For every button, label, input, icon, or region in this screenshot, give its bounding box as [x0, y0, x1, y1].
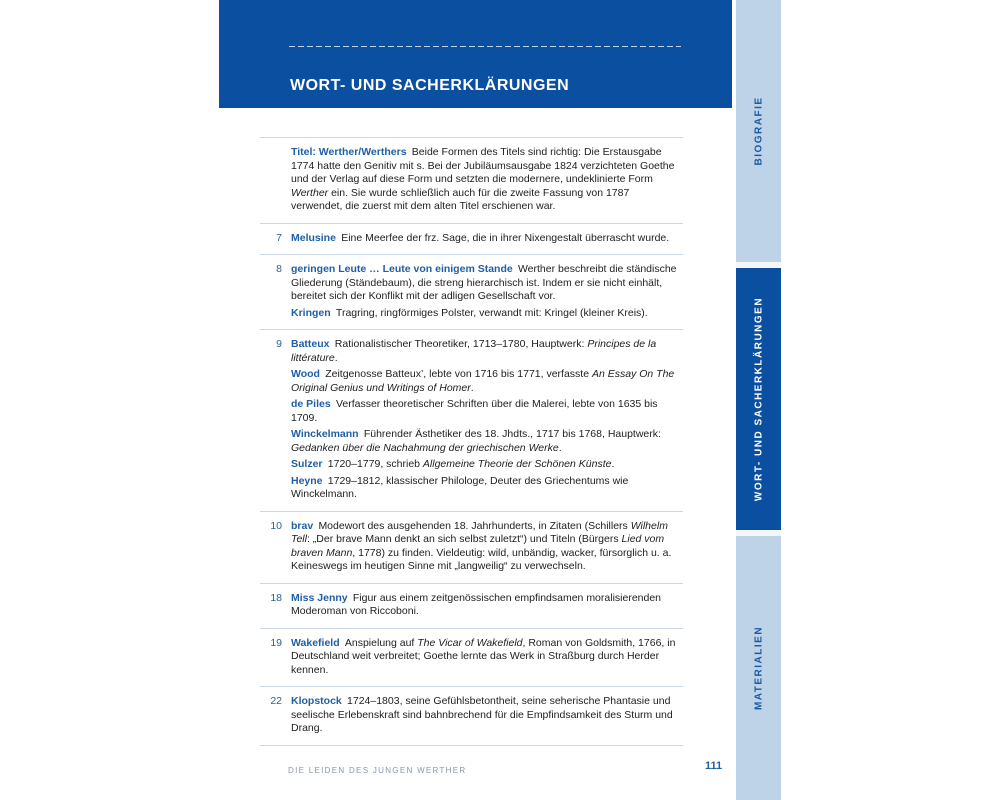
definition	[291, 146, 683, 214]
line-number: 7	[276, 231, 282, 244]
line-number: 10	[270, 519, 282, 532]
definition-italic-text: Gedanken über die Nachahmung der griechischen Werke	[291, 441, 559, 454]
glossary-entry	[260, 137, 683, 223]
header-dashed-rule-top	[289, 46, 681, 47]
definition-text: Figur aus einem zeitgenössischen empfindsamen moralisierenden Moderoman von Riccoboni.	[291, 591, 662, 617]
glossary-entry	[260, 628, 683, 687]
definition-text: Beide Formen des Titels sind richtig: Die Erstausgabe 1774 hatte den Genitiv mit s. Bei der Jubiläumsausgabe 1824 verzichteten Goethe und der Verlag auf diese Form und setzten die modernere, undeklinierte Form	[291, 146, 675, 185]
definition-text: : „Der brave Mann denkt an sich selbst zuletzt“) und Titeln (Bürgers	[306, 533, 622, 545]
glossary-term: brav	[291, 519, 314, 532]
glossary-term: Wakefield	[291, 636, 340, 649]
tab-label: WORT- UND SACHERKLÄRUNGEN	[753, 296, 764, 502]
definition	[291, 263, 683, 304]
definition-text: Führender Ästhetiker des 18. Jhdts., 1717 bis 1768, Hauptwerk:	[363, 428, 661, 440]
section-header	[219, 0, 732, 108]
definition-text: .	[470, 381, 474, 394]
glossary-list	[260, 137, 683, 746]
glossary-term: geringen Leute … Leute von einigem Stande	[291, 263, 513, 275]
definition	[291, 695, 683, 736]
definition-text: 1720–1779, schrieb	[327, 458, 423, 470]
definition	[291, 458, 683, 472]
glossary-term: Kringen	[291, 306, 331, 319]
definition-text: Werther beschreibt die ständische Gliederung (Ständebaum), die streng hierarchisch ist. Indem er sie nicht einhält, bereitet sich der Konflikt mit der adligen Gesellschaft vor.	[291, 263, 677, 302]
definition-text: Verfasser theoretischer Schriften über die Malerei, lebte von 1635 bis 1709.	[291, 398, 658, 424]
glossary-entry	[260, 223, 683, 255]
glossary-term: Heyne	[291, 474, 323, 487]
glossary-term: de Piles	[291, 398, 331, 410]
definition	[291, 338, 683, 365]
definition-text: Eine Meerfee der frz. Sage, die in ihrer Nixengestalt überrascht wurde.	[341, 231, 670, 244]
definition-italic-text: Lied vom braven Mann	[291, 533, 665, 559]
line-number: 8	[276, 263, 282, 275]
page-number: 111	[705, 760, 723, 772]
definition-text: .	[611, 458, 615, 470]
glossary-entry	[260, 254, 683, 329]
definition	[291, 637, 683, 678]
line-number: 18	[270, 591, 282, 604]
running-footer-title: DIE LEIDEN DES JUNGEN WERTHER	[288, 766, 467, 775]
definition-italic-text: Werther	[291, 186, 329, 199]
glossary-term: Sulzer	[291, 458, 323, 470]
definition-italic-text: Principes de la littérature	[291, 338, 657, 364]
tab-materialien[interactable]	[736, 536, 781, 800]
definition	[291, 592, 683, 619]
definition	[291, 475, 683, 502]
definition-text: .	[558, 441, 562, 454]
definition-text: Rationalistischer Theoretiker, 1713–1780, Hauptwerk:	[334, 338, 588, 350]
glossary-term: Melusine	[291, 231, 336, 244]
glossary-term: Titel: Werther/Werthers	[291, 146, 407, 158]
definition	[291, 520, 683, 574]
line-number: 9	[276, 338, 282, 350]
definition-italic-text: An Essay On The Original Genius und Writings of Homer	[291, 368, 675, 394]
tab-wort-und-sacherklaerungen[interactable]	[736, 268, 781, 530]
definition	[291, 368, 683, 395]
glossary-term: Winckelmann	[291, 428, 359, 440]
definition-italic-text: The Vicar of Wakefield	[417, 636, 523, 649]
definition	[291, 307, 683, 321]
glossary-term: Miss Jenny	[291, 591, 348, 604]
glossary-term: Wood	[291, 368, 320, 380]
line-number: 19	[270, 636, 282, 649]
definition-text: , Roman von Goldsmith, 1766, in Deutschland weit verbreitet; Goethe lernte das Werk in Straßburg durch Herder kennen.	[291, 636, 676, 676]
definition	[291, 232, 683, 246]
glossary-entry	[260, 329, 683, 511]
definition	[291, 428, 683, 455]
definition-text: 1724–1803, seine Gefühlsbetontheit, seine seherische Phantasie und seelische Erlebenskraft sind bahnbrechend für die Empfindsamkeit des Sturm und Drang.	[291, 695, 673, 734]
definition-text: ein. Sie wurde schließlich auch für die zweite Fassung von 1787 verwendet, die zuerst mit dem alten Titel erschienen war.	[291, 186, 630, 212]
definition-italic-text: Wilhelm Tell	[291, 519, 668, 545]
definition-text: Tragring, ringförmiges Polster, verwandt mit: Kringel (kleiner Kreis).	[335, 306, 648, 319]
definition-text: .	[334, 351, 338, 364]
definition-text: Modewort des ausgehenden 18. Jahrhunderts, in Zitaten (Schillers	[318, 519, 631, 532]
definition-italic-text: Allgemeine Theorie der Schönen Künste	[422, 458, 612, 470]
definition-text: Zeitgenosse Batteux’, lebte von 1716 bis 1771, verfasste	[325, 368, 592, 380]
glossary-entry	[260, 686, 683, 746]
glossary-term: Klopstock	[291, 695, 342, 707]
definition-text: , 1778) zu finden. Vieldeutig: wild, unbändig, wacker, fürsorglich u. a. Keineswegs im heutigen Sinne mit „langweilig“ zu verwechseln.	[291, 546, 672, 572]
definition	[291, 398, 683, 425]
tab-label: MATERIALIEN	[753, 625, 764, 711]
definition-text: 1729–1812, klassischer Philologe, Deuter des Griechentums wie Winckelmann.	[291, 474, 629, 500]
tab-biografie[interactable]	[736, 0, 781, 262]
section-sidebar	[736, 0, 781, 800]
glossary-term: Batteux	[291, 338, 330, 350]
glossary-entry	[260, 583, 683, 628]
header-dashed-rule-bottom	[289, 110, 681, 111]
tab-label: BIOGRAFIE	[753, 96, 764, 166]
definition-text: Anspielung auf	[344, 636, 418, 649]
glossary-entry	[260, 511, 683, 583]
page-title: WORT- UND SACHERKLÄRUNGEN	[290, 77, 570, 94]
line-number: 22	[270, 695, 282, 707]
